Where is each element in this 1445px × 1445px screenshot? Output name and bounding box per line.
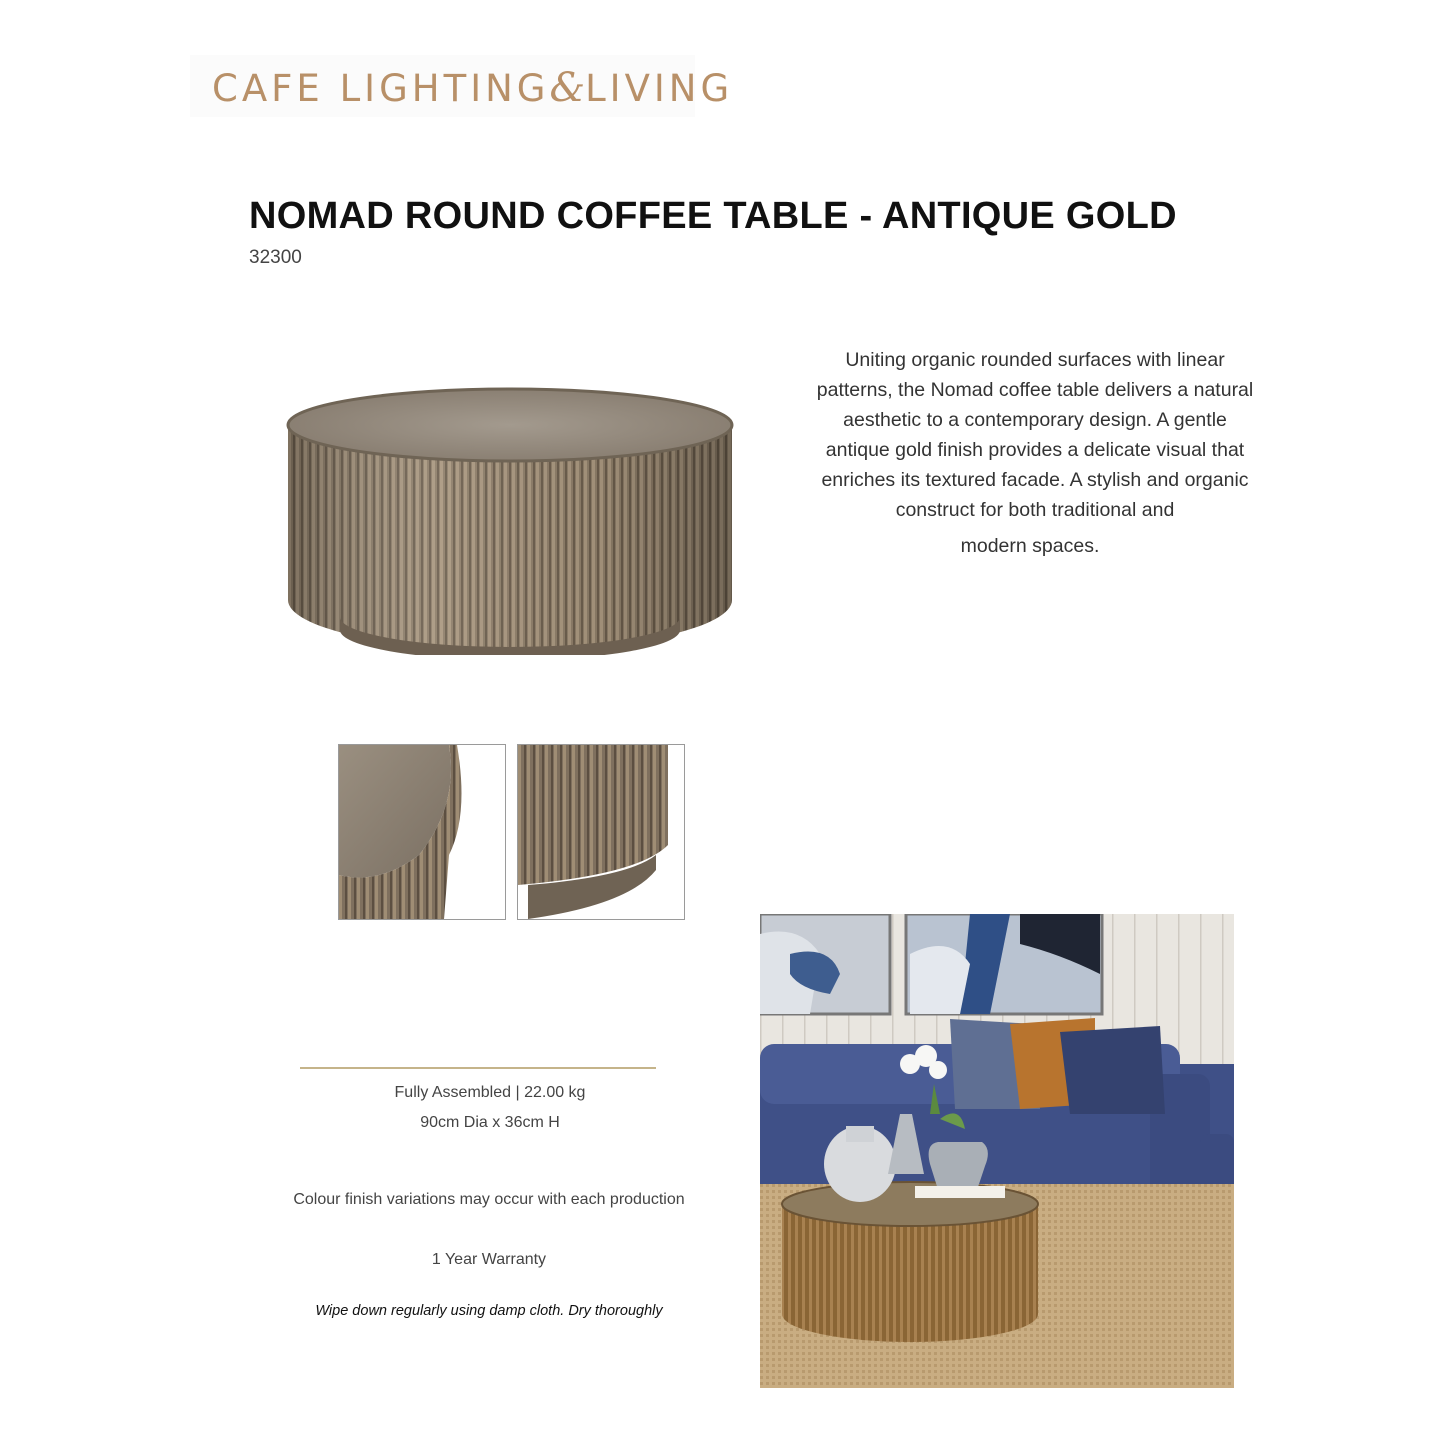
spec-assembly-weight: Fully Assembled | 22.00 kg bbox=[394, 1084, 586, 1101]
product-description-end: modern spaces. bbox=[960, 535, 1100, 557]
detail-image-top-edge bbox=[338, 744, 506, 920]
lifestyle-image bbox=[760, 914, 1234, 1388]
main-product-image bbox=[280, 385, 740, 655]
brand-logo-text: CAFE LIGHTING&LIVING bbox=[212, 65, 734, 111]
product-title: NOMAD ROUND COFFEE TABLE - ANTIQUE GOLD bbox=[249, 195, 1177, 237]
brand-logo bbox=[190, 55, 734, 117]
care-instructions: Wipe down regularly using damp cloth. Dry thoroughly bbox=[315, 1303, 663, 1319]
spec-dimensions: 90cm Dia x 36cm H bbox=[420, 1114, 560, 1131]
detail-image-base bbox=[517, 744, 685, 920]
detail-image-base-art bbox=[518, 745, 684, 919]
product-sku: 32300 bbox=[249, 247, 302, 268]
product-description: Uniting organic rounded surfaces with linear patterns, the Nomad coffee table delivers a natural aesthetic to a contemporary design. A gentle antique gold finish provides a delicate visual that enriches its textured facade. A stylish and organic construct for both traditional and bbox=[816, 349, 1254, 521]
detail-image-top-edge-art bbox=[339, 745, 505, 919]
finish-variation-note: Colour finish variations may occur with each production bbox=[293, 1191, 685, 1208]
divider-line bbox=[300, 1067, 656, 1069]
warranty-text: 1 Year Warranty bbox=[431, 1251, 547, 1268]
